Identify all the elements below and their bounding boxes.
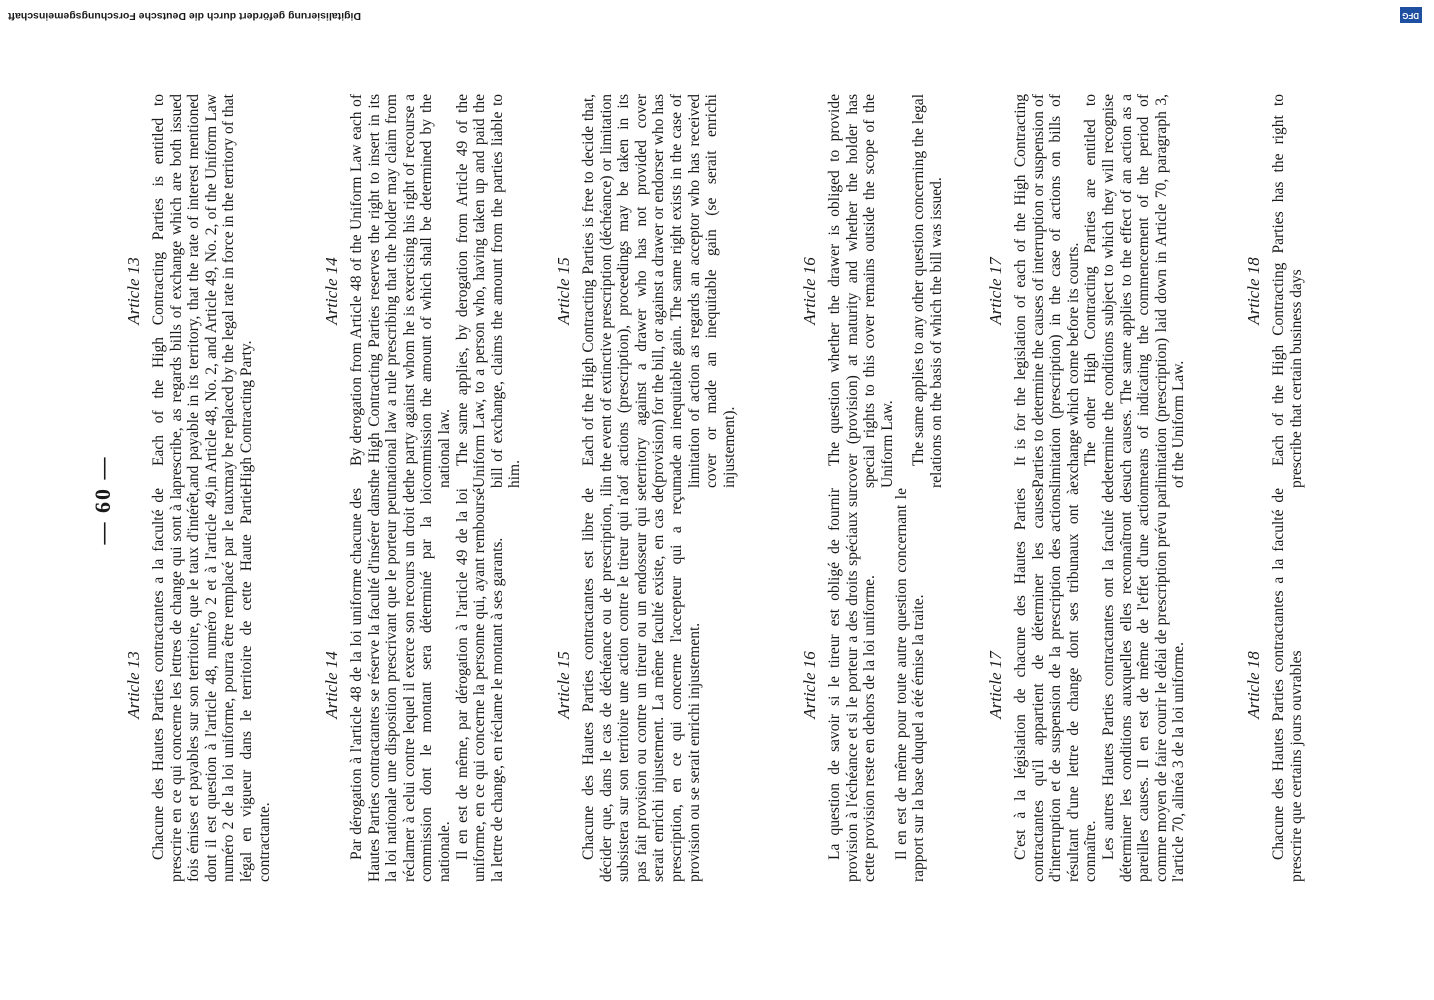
fr-article-13 — [124, 488, 273, 882]
fr-article-text: Il en est de même pour toute autre question concernant le rapport sur la base duquel a été émise la traite. — [892, 488, 928, 882]
fr-article-text: Les autres Hautes Parties contractantes ont la faculté de déterminer les conditions auxquelles elles reconnaîtront de pareilles causes. Il en est de même de l'effet d'une action comme moyen de faire courir le délai de prescription prévu par l'article 70, alinéa 3 de la loi uniforme. — [1099, 488, 1188, 882]
fr-article-text: Chacune des Hautes Parties contractantes a la faculté de prescrire que certains jours ouvrables — [1270, 488, 1305, 882]
en-article-17 — [986, 94, 1188, 488]
fr-article-heading: Article 16 — [800, 651, 819, 719]
fr-article-text: Il en est de même, par dérogation à l'article 49 de la loi uniforme, en ce qui concerne la personne qui, ayant remboursé la lettre de change, en réclame le montant à ses garants. — [453, 488, 506, 882]
digitization-sidebar — [8, 6, 1426, 24]
dfg-logo: DFG — [1400, 7, 1422, 23]
fr-article-17 — [986, 488, 1188, 882]
fr-article-heading: Article 18 — [1244, 651, 1263, 719]
fr-article-text: Chacune des Hautes Parties contractantes a la faculté de prescrire en ce qui concerne les lettres de change qui sont à la fois émises et payables sur son territoire, que le taux d'intérêt, dont il est question à l'article 48, numéro 2 et à l'article 49, numéro 2 de la loi uniforme, pourra être remplacé par le taux légal en vigueur dans le territoire de cette Haute Partie contractante. — [150, 488, 273, 882]
fr-article-text: Chacune des Hautes Parties contractantes est libre de décider que, dans le cas de déchéance ou de prescription, il subsistera sur son territoire une action contre le tireur qui n'a pas fait provision ou contre un tireur ou un endosseur qui se serait enrichi injustement. La même faculté existe, en cas de prescription, en ce qui concerne l'accepteur qui a reçu provision ou se serait enrichi injustement. — [580, 488, 703, 882]
en-article-text: The same applies to any other question concerning the legal relations on the basis of which the bill was issued. — [910, 94, 945, 488]
en-article-heading: Article 18 — [1244, 257, 1263, 325]
page-number: — 60 — — [90, 455, 115, 545]
digitization-note: Digitalisierung gefördert durch die Deutsche Forschungsgemeinschaft — [8, 10, 361, 22]
fr-article-18 — [1244, 488, 1305, 882]
en-article-text: The same applies, by derogation from Article 49 of the Uniform Law, to a person who, having taken up and paid the bill of exchange, claims the amount from the parties liable to him. — [453, 94, 524, 488]
fr-article-heading: Article 14 — [322, 651, 341, 719]
en-article-heading: Article 17 — [986, 257, 1005, 325]
en-article-18 — [1244, 94, 1305, 488]
en-article-16 — [800, 94, 946, 488]
fr-article-heading: Article 15 — [554, 651, 573, 719]
en-article-text: The question whether the drawer is obliged to provide cover (provision) at maturity and whether the holder has special rights to this cover remains outside the scope of the Uniform Law. — [826, 94, 896, 488]
en-article-heading: Article 14 — [322, 257, 341, 325]
en-article-15 — [554, 94, 738, 488]
en-article-text: Each of the High Contracting Parties is entitled to prescribe, as regards bills of exchange which are both issued and payable in its territory, that the rate of interest mentioned in Article 48, No. 2, and Article 49, No. 2, of the Uniform Law may be replaced by the legal rate in force in the territory of that High Contracting Party. — [150, 94, 255, 488]
en-article-heading: Article 13 — [124, 257, 143, 325]
en-article-text: It is for the legislation of each of the High Contracting Parties to determine the causes of interruption or suspension of limitation (prescription) in the case of actions on bills of exchange which come before its courts. — [1012, 94, 1082, 488]
en-article-13 — [124, 94, 256, 488]
en-article-text: The other High Contracting Parties are entitled to determine the conditions subject to which they will recognise such causes. The same applies to the effect of an action as a means of indicating the commencement of the period of limitation (prescription) laid down in Article 70, paragraph 3, of the Uniform Law. — [1082, 94, 1188, 488]
en-article-text: Each of the High Contracting Parties is free to decide that, in the event of extinctive prescription (déchéance) or limitation of actions (prescription), proceedings may be taken in its territory against a drawer who has not provided cover (provision) for the bill, or against a drawer or endorser who has made an inequitable gain. The same right exists in the case of limitation of action as regards an acceptor who has received cover or made an inequitable gain (se serait enrichi injustement). — [580, 94, 738, 488]
en-article-text: By derogation from Article 48 of the Uniform Law each of the High Contracting Parties reserves the right to insert in its national law a rule prescribing that the holder may claim from the party against whom he is exercising his right of recourse a commission the amount of which shall be determined by the national law. — [348, 94, 453, 488]
fr-article-heading: Article 13 — [124, 651, 143, 719]
fr-article-text: C'est à la législation de chacune des Hautes Parties contractantes qu'il appartient de déterminer les causes d'interruption et de suspension de la prescription des actions résultant d'une lettre de change dont ses tribunaux ont à connaître. — [1012, 488, 1100, 882]
fr-article-15 — [554, 488, 703, 882]
fr-article-14 — [322, 488, 506, 882]
fr-article-text: Par dérogation à l'article 48 de la loi uniforme chacune des Hautes Parties contractantes se réserve la faculté d'insérer dans la loi nationale une disposition prescrivant que le porteur peut réclamer à celui contre lequel il exerce son recours un droit de commission dont le montant sera déterminé par la loi nationale. — [348, 488, 453, 882]
fr-article-16 — [800, 488, 928, 882]
en-article-heading: Article 15 — [554, 257, 573, 325]
en-article-heading: Article 16 — [800, 257, 819, 325]
fr-article-heading: Article 17 — [986, 651, 1005, 719]
fr-article-text: La question de savoir si le tireur est obligé de fournir provision à l'échéance et si le porteur a des droits spéciaux sur cette provision reste en dehors de la loi uniforme. — [826, 488, 879, 882]
en-article-text: Each of the High Contracting Parties has the right to prescribe that certain business days — [1270, 94, 1305, 488]
en-article-14 — [322, 94, 524, 488]
